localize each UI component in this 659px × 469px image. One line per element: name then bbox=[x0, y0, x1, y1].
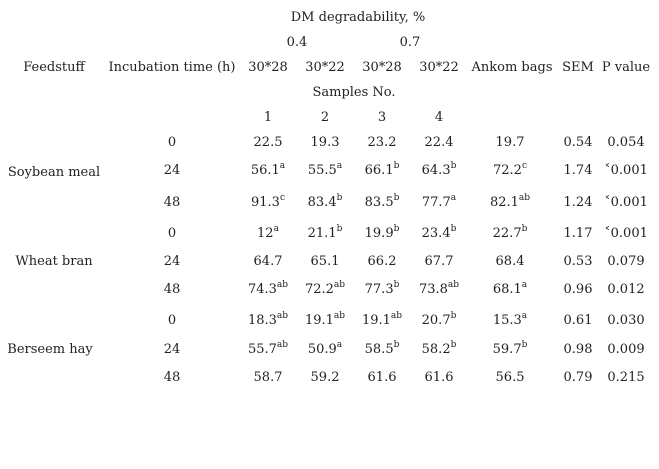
significance-superscript: a bbox=[521, 280, 528, 290]
table-cell bbox=[425, 135, 454, 151]
cell-value: 64.3 bbox=[421, 163, 451, 178]
cell-value: 56.1 bbox=[250, 163, 280, 178]
incubation-time: 24 bbox=[163, 254, 181, 269]
sample-number: 4 bbox=[434, 110, 444, 125]
table-cell bbox=[496, 370, 525, 386]
table-cell bbox=[365, 282, 400, 299]
table-cell bbox=[496, 135, 525, 151]
significance-superscript: a bbox=[521, 311, 528, 321]
table-cell bbox=[308, 226, 343, 243]
cell-value: 82.1 bbox=[489, 195, 519, 210]
cell-value: 21.1 bbox=[307, 226, 337, 241]
significance-superscript: a bbox=[450, 193, 457, 203]
cell-value: 58.5 bbox=[364, 342, 394, 357]
sem-value: 0.53 bbox=[563, 254, 593, 269]
table-cell bbox=[248, 313, 288, 330]
header-column: 30*28 bbox=[248, 60, 288, 75]
table-cell bbox=[248, 282, 288, 299]
incubation-time: 0 bbox=[167, 226, 177, 241]
table-title: DM degradability, % bbox=[290, 10, 426, 25]
p-value: ˂0.001 bbox=[604, 163, 648, 178]
significance-superscript: b bbox=[521, 340, 528, 350]
table-cell bbox=[305, 282, 345, 299]
cell-value: 77.3 bbox=[364, 282, 394, 297]
cell-value: 22.7 bbox=[492, 226, 522, 241]
significance-superscript: a bbox=[279, 161, 286, 171]
cell-value: 12 bbox=[257, 226, 274, 241]
cell-value: 61.6 bbox=[367, 370, 397, 385]
table-cell bbox=[311, 254, 340, 270]
sem-value: 0.98 bbox=[563, 342, 593, 357]
sem-value: 1.17 bbox=[563, 226, 593, 241]
sem-value: 1.74 bbox=[563, 163, 593, 178]
table-cell bbox=[422, 342, 457, 359]
significance-superscript: b bbox=[336, 193, 343, 203]
table-cell bbox=[311, 370, 340, 386]
cell-value: 19.7 bbox=[495, 135, 525, 150]
table-cell bbox=[308, 195, 343, 212]
header-feedstuff: Feedstuff bbox=[23, 60, 85, 75]
sem-value: 0.96 bbox=[563, 282, 593, 297]
significance-superscript: ab bbox=[276, 311, 289, 321]
p-value: 0.054 bbox=[607, 135, 645, 150]
table-cell bbox=[368, 254, 397, 270]
significance-superscript: ab bbox=[276, 340, 289, 350]
table-cell bbox=[422, 313, 457, 330]
table-cell bbox=[493, 313, 527, 330]
table-cell bbox=[365, 195, 400, 212]
cell-value: 23.4 bbox=[421, 226, 451, 241]
significance-superscript: b bbox=[450, 224, 457, 234]
table-cell bbox=[493, 226, 528, 243]
p-value: 0.079 bbox=[607, 254, 645, 269]
significance-superscript: c bbox=[521, 161, 527, 171]
significance-superscript: b bbox=[393, 280, 400, 290]
feedstuff-name: Berseem hay bbox=[7, 342, 93, 357]
significance-superscript: b bbox=[450, 161, 457, 171]
table-cell bbox=[365, 163, 400, 180]
sem-value: 0.54 bbox=[563, 135, 593, 150]
p-value: 0.030 bbox=[607, 313, 645, 328]
cell-value: 18.3 bbox=[247, 313, 277, 328]
table-cell bbox=[422, 226, 457, 243]
cell-value: 22.5 bbox=[253, 135, 283, 150]
significance-superscript: ab bbox=[333, 311, 346, 321]
feedstuff-name: Wheat bran bbox=[15, 254, 93, 269]
cell-value: 58.2 bbox=[421, 342, 451, 357]
table-cell bbox=[305, 313, 345, 330]
sem-value: 0.61 bbox=[563, 313, 593, 328]
sem-value: 1.24 bbox=[563, 195, 593, 210]
incubation-time: 0 bbox=[167, 313, 177, 328]
header-p-value: P value bbox=[601, 60, 651, 75]
header-column: Ankom bags bbox=[471, 60, 553, 75]
cell-value: 83.5 bbox=[364, 195, 394, 210]
cell-value: 19.9 bbox=[364, 226, 394, 241]
sample-number: 2 bbox=[320, 110, 330, 125]
header-sem: SEM bbox=[562, 60, 594, 75]
table-cell bbox=[308, 342, 342, 359]
sample-number: 3 bbox=[377, 110, 387, 125]
header-column: 30*28 bbox=[362, 60, 402, 75]
table-cell bbox=[493, 282, 527, 299]
cell-value: 91.3 bbox=[251, 195, 280, 210]
cell-value: 65.1 bbox=[310, 254, 340, 269]
significance-superscript: b bbox=[393, 224, 400, 234]
table-cell bbox=[422, 195, 456, 212]
significance-superscript: b bbox=[450, 340, 457, 350]
significance-superscript: b bbox=[393, 193, 400, 203]
incubation-time: 0 bbox=[167, 135, 177, 150]
table-cell bbox=[365, 226, 400, 243]
cell-value: 23.2 bbox=[367, 135, 397, 150]
cell-value: 59.7 bbox=[492, 342, 522, 357]
table-cell bbox=[248, 342, 288, 359]
p-value: ˂0.001 bbox=[604, 195, 648, 210]
table-cell bbox=[251, 195, 285, 212]
sem-value: 0.79 bbox=[563, 370, 593, 385]
cell-value: 19.1 bbox=[361, 313, 391, 328]
cell-value: 22.4 bbox=[424, 135, 454, 150]
table-cell bbox=[496, 254, 525, 270]
cell-value: 72.2 bbox=[493, 163, 522, 178]
cell-value: 73.8 bbox=[418, 282, 448, 297]
cell-value: 56.5 bbox=[495, 370, 525, 385]
p-value: ˂0.001 bbox=[604, 226, 648, 241]
significance-superscript: b bbox=[393, 161, 400, 171]
table-cell bbox=[257, 226, 279, 243]
table-cell bbox=[365, 342, 400, 359]
samples-label: Samples No. bbox=[312, 85, 396, 100]
significance-superscript: b bbox=[521, 224, 528, 234]
significance-superscript: ab bbox=[518, 193, 531, 203]
significance-superscript: a bbox=[336, 340, 343, 350]
cell-value: 74.3 bbox=[247, 282, 277, 297]
significance-superscript: ab bbox=[276, 280, 289, 290]
cell-value: 67.7 bbox=[424, 254, 454, 269]
header-incubation-time: Incubation time (h) bbox=[108, 60, 236, 75]
table-cell bbox=[493, 163, 527, 180]
cell-value: 72.2 bbox=[304, 282, 334, 297]
incubation-time: 48 bbox=[163, 195, 181, 210]
table-cell bbox=[422, 163, 457, 180]
table-cell bbox=[490, 195, 530, 212]
incubation-time: 24 bbox=[163, 163, 181, 178]
table-cell bbox=[425, 254, 454, 270]
cell-value: 61.6 bbox=[424, 370, 454, 385]
cell-value: 20.7 bbox=[421, 313, 451, 328]
table-cell bbox=[308, 163, 342, 180]
significance-superscript: b bbox=[336, 224, 343, 234]
cell-value: 59.2 bbox=[310, 370, 340, 385]
cell-value: 64.7 bbox=[253, 254, 283, 269]
table-cell bbox=[254, 135, 283, 151]
cell-value: 58.7 bbox=[253, 370, 283, 385]
significance-superscript: ab bbox=[390, 311, 403, 321]
sample-number: 1 bbox=[263, 110, 273, 125]
cell-value: 68.1 bbox=[492, 282, 522, 297]
group-label: 0.4 bbox=[286, 35, 308, 50]
significance-superscript: b bbox=[393, 340, 400, 350]
header-column: 30*22 bbox=[419, 60, 459, 75]
incubation-time: 48 bbox=[163, 282, 181, 297]
feedstuff-name: Soybean meal bbox=[7, 165, 101, 180]
table-cell bbox=[362, 313, 402, 330]
significance-superscript: c bbox=[279, 193, 285, 203]
significance-superscript: a bbox=[336, 161, 343, 171]
table-cell bbox=[311, 135, 340, 151]
cell-value: 15.3 bbox=[492, 313, 522, 328]
cell-value: 66.1 bbox=[364, 163, 394, 178]
cell-value: 19.1 bbox=[304, 313, 334, 328]
p-value: 0.009 bbox=[607, 342, 645, 357]
significance-superscript: ab bbox=[447, 280, 460, 290]
incubation-time: 48 bbox=[163, 370, 181, 385]
table-cell bbox=[251, 163, 285, 180]
p-value: 0.012 bbox=[607, 282, 645, 297]
group-label: 0.7 bbox=[399, 35, 421, 50]
cell-value: 55.7 bbox=[247, 342, 277, 357]
cell-value: 66.2 bbox=[367, 254, 397, 269]
table-cell bbox=[419, 282, 459, 299]
significance-superscript: b bbox=[450, 311, 457, 321]
cell-value: 55.5 bbox=[307, 163, 337, 178]
table-cell bbox=[368, 135, 397, 151]
incubation-time: 24 bbox=[163, 342, 181, 357]
p-value: 0.215 bbox=[607, 370, 645, 385]
cell-value: 83.4 bbox=[307, 195, 337, 210]
cell-value: 19.3 bbox=[310, 135, 340, 150]
cell-value: 68.4 bbox=[495, 254, 525, 269]
header-column: 30*22 bbox=[305, 60, 345, 75]
table-cell bbox=[425, 370, 454, 386]
significance-superscript: ab bbox=[333, 280, 346, 290]
significance-superscript: a bbox=[273, 224, 279, 234]
table-cell bbox=[254, 370, 283, 386]
table-cell bbox=[368, 370, 397, 386]
table-cell bbox=[493, 342, 528, 359]
cell-value: 50.9 bbox=[307, 342, 337, 357]
cell-value: 77.7 bbox=[421, 195, 451, 210]
table-cell bbox=[254, 254, 283, 270]
